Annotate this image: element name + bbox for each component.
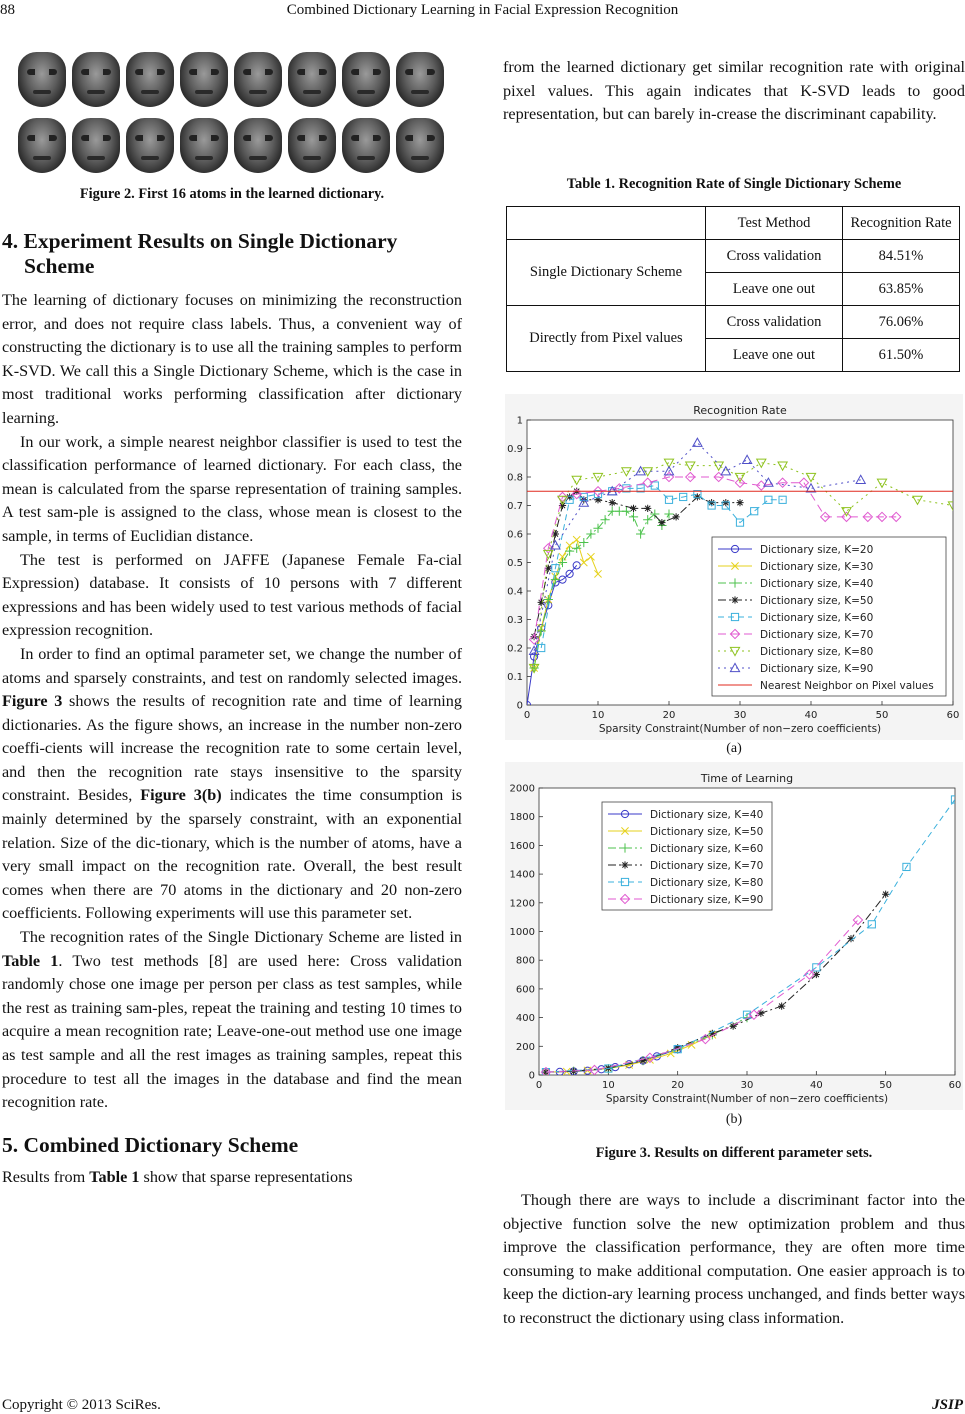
x-tick-label: 60: [948, 1080, 962, 1091]
legend-label: Nearest Neighbor on Pixel values: [760, 679, 934, 692]
table-method-cell: Leave one out: [706, 273, 843, 306]
chart-title: Recognition Rate: [693, 404, 787, 417]
legend-label: Dictionary size, K=90: [760, 662, 874, 675]
section4-heading: [2, 229, 462, 279]
recognition-rate-chart: [505, 394, 963, 740]
y-tick-label: 1800: [509, 812, 535, 824]
legend-label: Dictionary size, K=70: [760, 628, 874, 641]
data-point: [757, 1010, 764, 1017]
x-tick-label: 30: [740, 1080, 754, 1091]
p5-text-a: The recognition rates of the Single Dictionary Scheme are listed in: [20, 928, 462, 947]
y-tick-label: 0.7: [507, 501, 523, 512]
table-method-cell: Cross validation: [706, 240, 843, 273]
closing-paragraph: Though there are ways to include a discriminant factor into the objective function solve the new optimization problem and thus improve the classification performance, they are often more time consuming to make additional computation. One easier approach is to keep the diction-ary learning process unchanged, and finds better ways to reconstruct the dictionary using class information.: [503, 1191, 965, 1327]
legend-label: Dictionary size, K=20: [760, 543, 874, 556]
dictionary-atom-image: [288, 118, 336, 173]
learning-time-chart: [505, 762, 963, 1110]
legend-label: Dictionary size, K=90: [650, 893, 764, 906]
table-header-cell: Recognition Rate: [843, 207, 960, 240]
p4-text-b: shows the results of recognition rate and time of learning dictionaries. As the figure shows, an increase in the number non-zero coeffi-cients will increase the recognition rate to some certain level, and then the recognition rate stays insensitive to the sparsity constraint. Besides,: [2, 692, 462, 805]
dictionary-atom-image: [126, 52, 174, 107]
legend-label: Dictionary size, K=80: [650, 876, 764, 889]
section5-paragraph-1: [2, 1166, 462, 1190]
dictionary-atom-image: [396, 52, 444, 107]
section4-heading-line1: 4. Experiment Results on Single Dictionary: [2, 229, 398, 253]
chart-legend: [712, 537, 946, 696]
legend-label: Dictionary size, K=50: [650, 825, 764, 838]
x-tick-label: 10: [601, 1080, 615, 1091]
x-tick-label: 0: [535, 1080, 543, 1091]
figure2-caption: Figure 2. First 16 atoms in the learned dictionary.: [79, 186, 385, 202]
table1-title: Table 1. Recognition Rate of Single Dictionary Scheme: [566, 176, 902, 192]
section4-paragraph-4: [2, 643, 462, 926]
p4-text-c: indicates the time consumption is mainly determined by the sparsely constraint, with an exponential relation. Size of the dic-tionary, which is the number of atoms, have a very small impact on the recognition rate. Overall, the best result comes when there are 70 atoms in the dictionary and 20 non-zero coefficients. Following experiments will use this parameter set.: [2, 786, 462, 923]
dictionary-atom-image: [18, 118, 66, 173]
table-header-cell: [507, 207, 706, 240]
y-tick-label: 0.2: [507, 643, 523, 655]
x-tick-label: 40: [809, 1080, 823, 1091]
figure3-caption: Figure 3. Results on different parameter sets.: [595, 1145, 873, 1161]
dictionary-atom-image: [126, 118, 174, 173]
x-tick-label: 10: [591, 710, 605, 721]
dictionary-atom-image: [342, 118, 390, 173]
section4-paragraph-1: The learning of dictionary focuses on minimizing the reconstruction error, and does not require class labels. Thus, a convenient way of constructing the dictionary is to use all the training samples to perform K-SVD. We call this a Single Dictionary Scheme, which is the case in most traditional works performing classification after dictionary learning.: [2, 291, 462, 427]
y-tick-label: 1000: [509, 927, 535, 938]
y-tick-label: 0.3: [507, 615, 523, 626]
chart-legend: [602, 802, 772, 910]
legend-label: Dictionary size, K=60: [650, 842, 764, 855]
data-point: [621, 861, 628, 868]
table-scheme-cell: Single Dictionary Scheme: [507, 240, 706, 306]
page-header: [0, 0, 965, 24]
table1-reference[interactable]: Table 1: [89, 1167, 140, 1186]
table-method-cell: Leave one out: [706, 339, 843, 372]
y-tick-label: 800: [515, 955, 535, 967]
dictionary-atom-image: [288, 52, 336, 107]
figure3b-label: (b): [725, 1112, 743, 1127]
table-row: [507, 240, 960, 273]
y-tick-label: 400: [515, 1013, 535, 1025]
x-tick-label: 0: [523, 710, 531, 721]
x-tick-label: 20: [671, 1080, 685, 1091]
y-tick-label: 1: [516, 415, 523, 427]
journal-name: JSIP: [932, 1397, 963, 1413]
s5-text-a: Results from: [2, 1167, 90, 1186]
section4-block: [2, 229, 462, 1189]
dictionary-atom-image: [180, 118, 228, 173]
section4-heading-line2: Scheme: [24, 254, 95, 278]
data-point: [736, 499, 743, 506]
y-tick-label: 0.4: [507, 586, 523, 598]
y-tick-label: 600: [515, 984, 535, 996]
y-tick-label: 0: [516, 700, 523, 712]
legend-label: Dictionary size, K=50: [760, 594, 874, 607]
x-axis-label: Sparsity Constraint(Number of non−zero coefficients): [598, 723, 882, 735]
legend-label: Dictionary size, K=40: [760, 577, 874, 590]
dictionary-atom-image: [72, 118, 120, 173]
y-tick-label: 200: [515, 1041, 535, 1053]
y-tick-label: 0.8: [507, 472, 523, 484]
dictionary-atom-image: [180, 52, 228, 107]
figure3-reference[interactable]: Figure 3: [2, 692, 63, 711]
table1: [506, 206, 960, 372]
data-point: [673, 513, 680, 520]
data-point: [609, 499, 616, 506]
s5-text-b: show that sparse representations: [139, 1167, 353, 1186]
section4-paragraph-2: In our work, a simple nearest neighbor classifier is used to test the classification performance of learned dictionary. For each class, the mean is calculated from the sparse representation of training samples. A test sam-ple is assigned to the class, whose mean is closest to the sample, in terms of Euclidian distance.: [2, 432, 462, 545]
table-scheme-cell: Directly from Pixel values: [507, 306, 706, 372]
x-tick-label: 40: [804, 710, 818, 721]
y-tick-label: 0.6: [507, 529, 523, 541]
x-tick-label: 50: [879, 1080, 893, 1091]
table-rate-cell: 61.50%: [843, 339, 960, 372]
page-number: 88: [0, 2, 15, 18]
legend-label: Dictionary size, K=40: [650, 808, 764, 821]
right-column-intro: [503, 56, 965, 127]
legend-label: Dictionary size, K=60: [760, 611, 874, 624]
data-point: [731, 596, 738, 603]
x-axis-label: Sparsity Constraint(Number of non−zero coefficients): [605, 1093, 889, 1105]
x-tick-label: 50: [875, 710, 889, 721]
table1-reference[interactable]: Table 1: [2, 951, 59, 970]
dictionary-atom-image: [342, 52, 390, 107]
table-header-row: [507, 207, 960, 240]
dictionary-atom-image: [72, 52, 120, 107]
x-tick-label: 30: [733, 710, 747, 721]
section5-heading: 5. Combined Dictionary Scheme: [2, 1132, 299, 1157]
running-title: Combined Dictionary Learning in Facial Expression Recognition: [286, 2, 679, 18]
dictionary-atom-image: [234, 118, 282, 173]
data-point: [644, 505, 651, 512]
dictionary-atom-image: [396, 118, 444, 173]
y-tick-label: 0.5: [507, 558, 523, 569]
chart-title: Time of Learning: [700, 772, 794, 785]
table-rate-cell: 63.85%: [843, 273, 960, 306]
y-tick-label: 2000: [509, 783, 535, 795]
table-row: [507, 306, 960, 339]
y-tick-label: 1200: [509, 898, 535, 910]
y-tick-label: 0: [528, 1070, 535, 1082]
section4-paragraph-5: [2, 926, 462, 1115]
figure2-atom-grid: [18, 52, 444, 176]
data-point: [882, 891, 889, 898]
section4-paragraph-3: The test is performed on JAFFE (Japanese Female Fa-cial Expression) database. It consists of 10 persons with 7 different expressions and has been widely used to test various methods of facial expression recognition.: [2, 550, 462, 640]
table-rate-cell: 84.51%: [843, 240, 960, 273]
legend-label: Dictionary size, K=30: [760, 560, 874, 573]
dictionary-atom-image: [234, 52, 282, 107]
figure3a-label: (a): [726, 741, 742, 756]
data-point: [658, 519, 665, 526]
data-point: [630, 505, 637, 512]
copyright-notice: Copyright © 2013 SciRes.: [2, 1397, 161, 1413]
y-tick-label: 0.9: [507, 444, 523, 455]
legend-label: Dictionary size, K=80: [760, 645, 874, 658]
y-tick-label: 0.1: [507, 672, 523, 683]
x-tick-label: 20: [662, 710, 676, 721]
dictionary-atom-image: [18, 52, 66, 107]
y-tick-label: 1400: [509, 869, 535, 881]
p5-text-b: . Two test methods [8] are used here: Cross validation randomly chose one image per person per class as test samples, while the rest as training sam-ples, repeat the training and testing 10 times to acquire a mean recognition rate; Leave-one-out method use one image as test sample and all the rest images as training samples, repeat this procedure to test all the images in the database and find the mean recognition rate.: [2, 951, 462, 1112]
y-tick-label: 1600: [509, 840, 535, 852]
figure3b-reference[interactable]: Figure 3(b): [140, 786, 222, 805]
x-tick-label: 60: [946, 710, 960, 721]
legend-label: Dictionary size, K=70: [650, 859, 764, 872]
table-method-cell: Cross validation: [706, 306, 843, 339]
p4-text-a: In order to find an optimal parameter set, we change the number of atoms and sparsely constraints, and test on randomly selected images.: [2, 644, 462, 687]
right-column-closing: [503, 1189, 965, 1331]
data-point: [722, 499, 729, 506]
table-rate-cell: 76.06%: [843, 306, 960, 339]
right-paragraph-continued: from the learned dictionary get similar recognition rate with original pixel values. This again indicates that K-SVD leads to good representation, but can barely in-crease the discriminant capability.: [503, 58, 965, 124]
data-point: [778, 1003, 785, 1010]
table-header-cell: Test Method: [706, 207, 843, 240]
